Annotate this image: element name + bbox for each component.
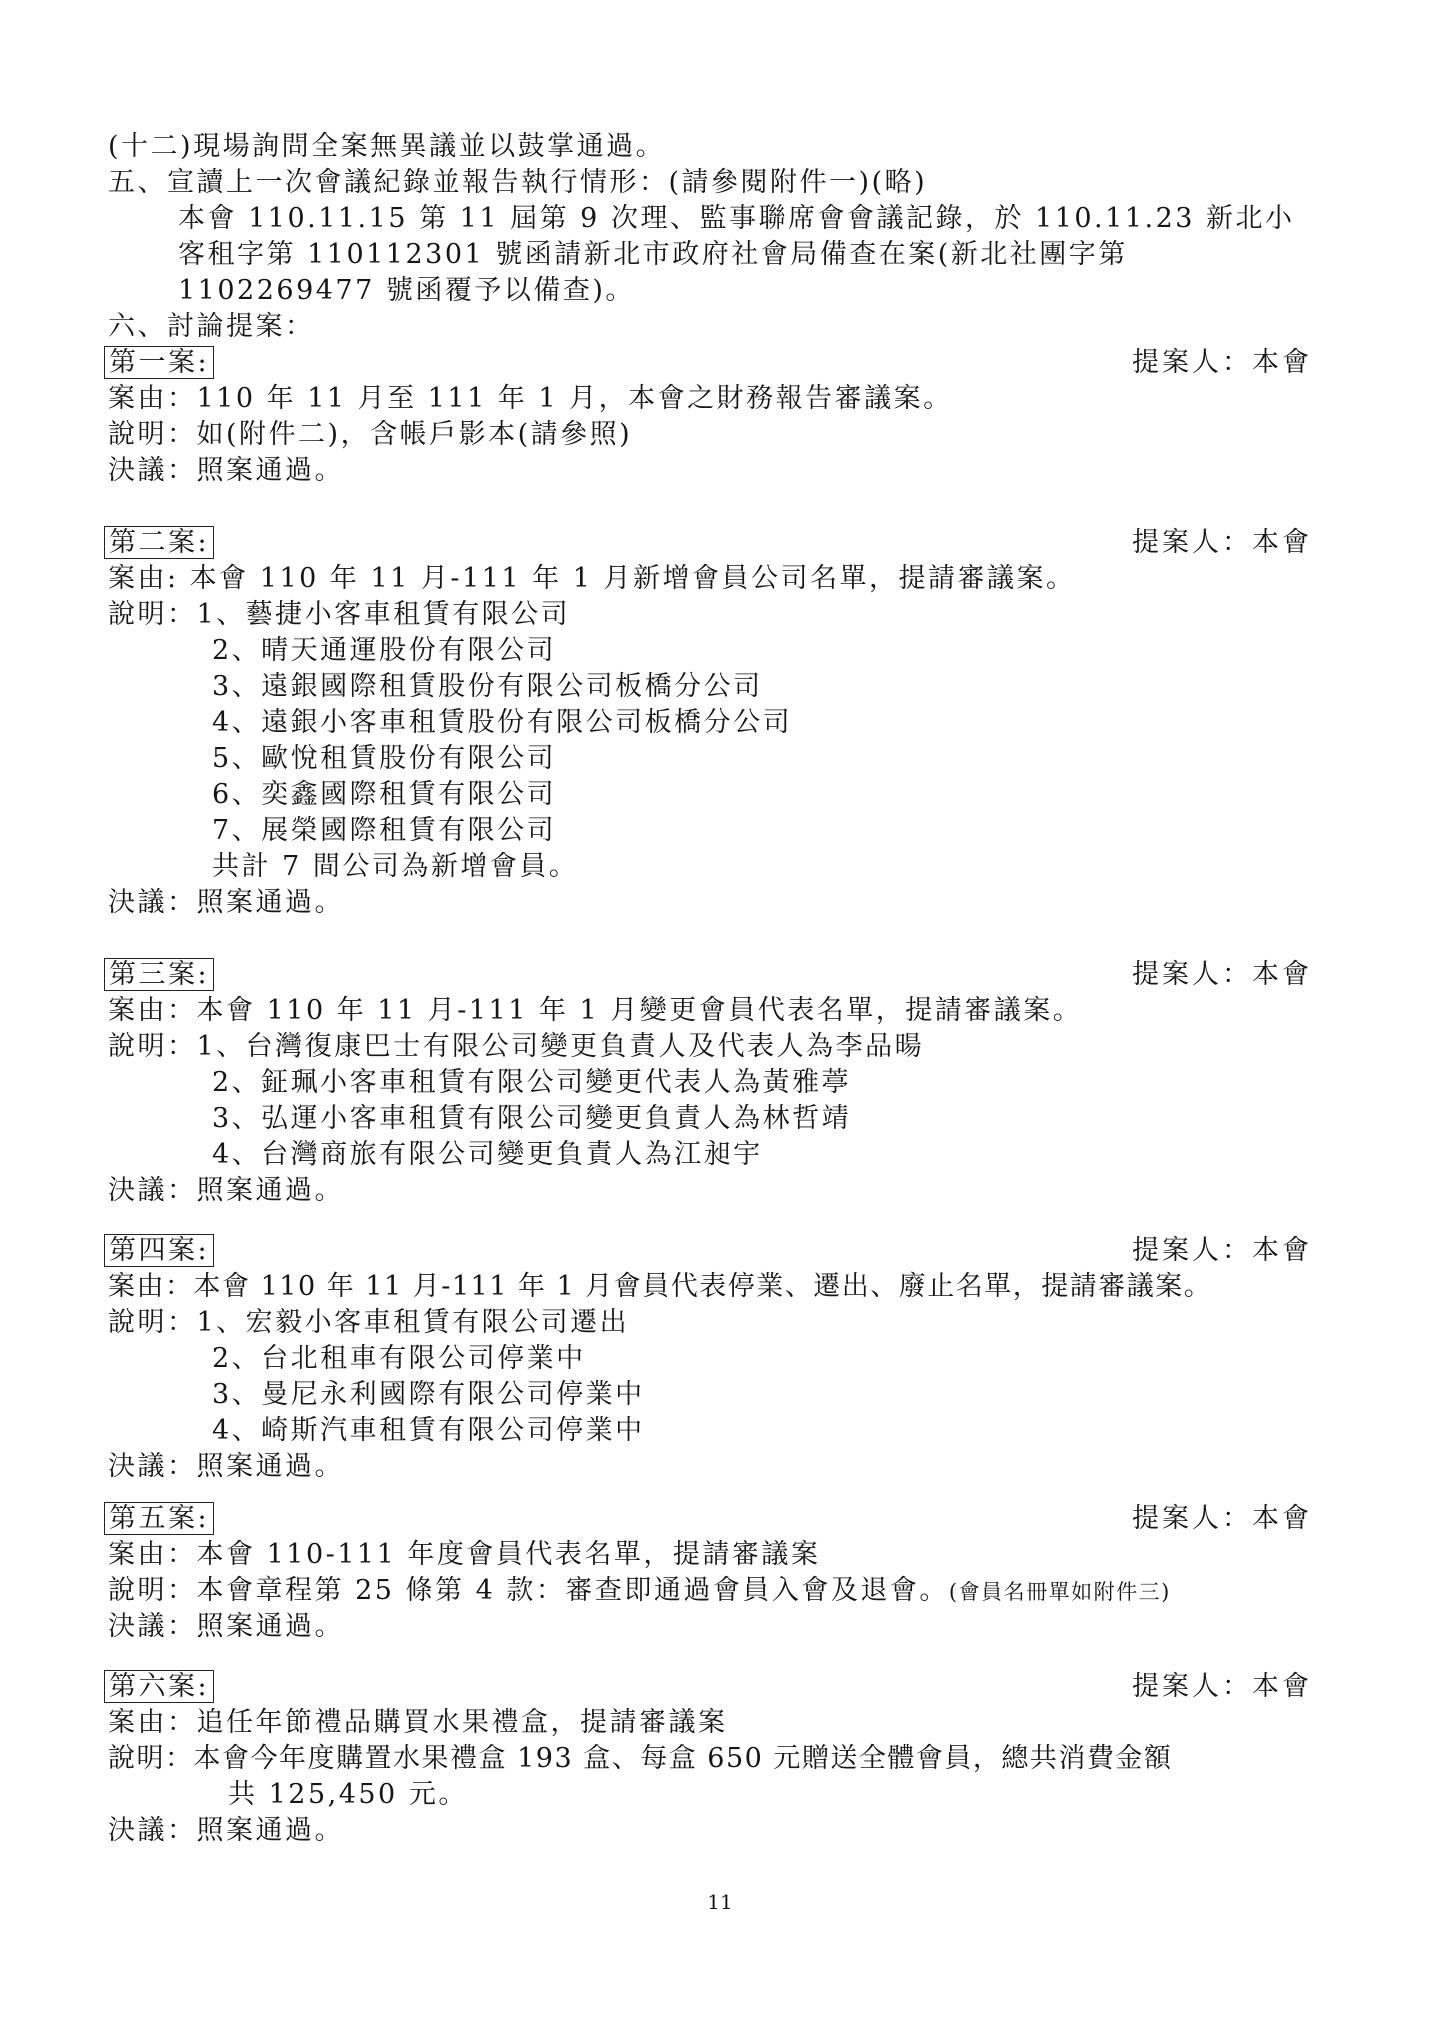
case-2-explain-item: 5、歐悅租賃股份有限公司	[212, 743, 557, 774]
case-1-title: 第一案:	[108, 346, 214, 380]
case-4-explain-item: 2、台北租車有限公司停業中	[212, 1343, 586, 1374]
case-5-explain-note: (會員名冊單如附件三)	[948, 1580, 1171, 1604]
case-6-title: 第六案:	[108, 1670, 214, 1704]
case-3-explain-item: 3、弘運小客車租賃有限公司變更負責人為林哲靖	[212, 1103, 852, 1134]
case-2-explain-item: 3、遠銀國際租賃股份有限公司板橋分公司	[212, 671, 763, 702]
case-2-proposer: 提案人：本會	[1132, 527, 1312, 558]
case-4-explain: 說明：1、宏毅小客車租賃有限公司遷出	[108, 1307, 630, 1338]
case-2-reason: 案由: 本會 110 年 11 月-111 年 1 月新增會員公司名單，提請審議案。	[108, 563, 1076, 594]
case-6-explain: 說明：本會今年度購置水果禮盒 193 盒、每盒 650 元贈送全體會員，總共消費金額	[108, 1743, 1173, 1774]
case-5-explain-main: 說明：本會章程第 25 條第 4 款：審查即通過會員入會及退會。	[108, 1575, 949, 1606]
case-4-title: 第四案:	[108, 1234, 214, 1268]
case-3-resolution: 決議：照案通過。	[108, 1175, 344, 1206]
case-4-reason: 案由：本會 110 年 11 月-111 年 1 月會員代表停業、遷出、廢止名單，提請審議案。	[108, 1271, 1213, 1302]
case-4-explain-item: 4、崎斯汽車租賃有限公司停業中	[212, 1415, 645, 1446]
case-1-proposer: 提案人：本會	[1132, 347, 1312, 378]
case-2-explain-item: 2、晴天通運股份有限公司	[212, 635, 557, 666]
case-2-explain-item: 6、奕鑫國際租賃有限公司	[212, 779, 557, 810]
case-1-reason: 案由：110 年 11 月至 111 年 1 月，本會之財務報告審議案。	[108, 383, 953, 414]
case-3-explain-item: 2、鉦珮小客車租賃有限公司變更代表人為黃雅葶	[212, 1067, 852, 1098]
section-5-body-line: 本會 110.11.15 第 11 屆第 9 次理、監事聯席會會議記錄，於 110.11.23 新北小	[178, 203, 1295, 234]
section-5-body-line: 1102269477 號函覆予以備查)。	[178, 275, 635, 306]
section-5-body-line: 客租字第 110112301 號函請新北市政府社會局備查在案(新北社團字第	[178, 239, 1128, 270]
case-2-title: 第二案:	[108, 526, 214, 560]
case-6-explain-total: 共 125,450 元。	[228, 1779, 468, 1810]
case-1-resolution: 決議：照案通過。	[108, 455, 344, 486]
item-12: (十二)現場詢問全案無異議並以鼓掌通過。	[108, 131, 666, 162]
section-5-title: 五、宣讀上一次會議紀錄並報告執行情形：(請參閱附件一)(略)	[108, 167, 928, 198]
case-6-resolution: 決議：照案通過。	[108, 1815, 344, 1846]
case-5-reason: 案由：本會 110-111 年度會員代表名單，提請審議案	[108, 1539, 821, 1570]
case-6-proposer: 提案人：本會	[1132, 1671, 1312, 1702]
case-3-explain-item: 4、台灣商旅有限公司變更負責人為江昶宇	[212, 1139, 763, 1170]
case-1-explain: 說明：如(附件二)，含帳戶影本(請參照)	[108, 419, 633, 450]
case-3-explain: 說明：1、台灣復康巴士有限公司變更負責人及代表人為李品暘	[108, 1031, 925, 1062]
case-6-reason: 案由：追任年節禮品購買水果禮盒，提請審議案	[108, 1707, 728, 1738]
case-5-resolution: 決議：照案通過。	[108, 1611, 344, 1642]
case-4-proposer: 提案人：本會	[1132, 1235, 1312, 1266]
case-2-resolution: 決議：照案通過。	[108, 887, 344, 918]
case-2-explain-total: 共計 7 間公司為新增會員。	[212, 851, 579, 882]
case-4-explain-item: 3、曼尼永利國際有限公司停業中	[212, 1379, 645, 1410]
case-5-explain	[108, 1574, 1171, 1609]
case-3-title: 第三案:	[108, 958, 214, 992]
case-2-explain-item: 4、遠銀小客車租賃股份有限公司板橋分公司	[212, 707, 793, 738]
case-3-proposer: 提案人：本會	[1132, 959, 1312, 990]
case-2-explain: 說明：1、藝捷小客車租賃有限公司	[108, 599, 571, 630]
case-5-title: 第五案:	[108, 1502, 214, 1536]
case-5-proposer: 提案人：本會	[1132, 1503, 1312, 1534]
case-3-reason: 案由：本會 110 年 11 月-111 年 1 月變更會員代表名單，提請審議案。	[108, 995, 1083, 1026]
case-2-explain-item: 7、展榮國際租賃有限公司	[212, 815, 557, 846]
section-6-title: 六、討論提案：	[108, 311, 315, 342]
case-4-resolution: 決議：照案通過。	[108, 1451, 344, 1482]
page-number: 11	[707, 1890, 733, 1914]
